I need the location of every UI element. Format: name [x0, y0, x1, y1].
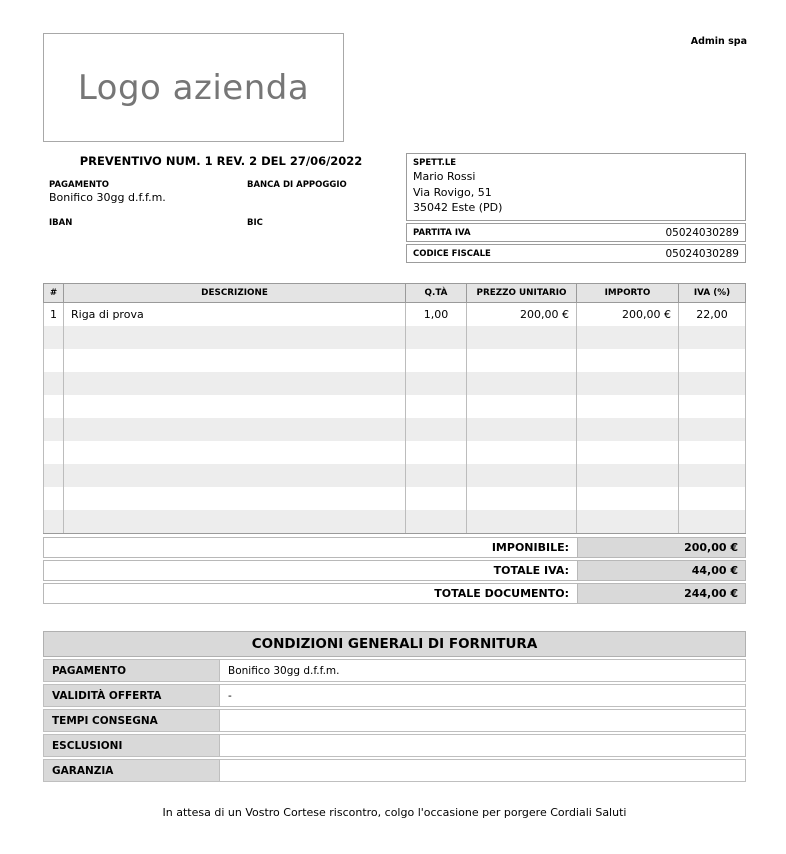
field-banca-label: BANCA DI APPOGGIO [247, 180, 347, 190]
conditions-title: CONDIZIONI GENERALI DI FORNITURA [43, 631, 746, 657]
empty-cell [43, 487, 64, 510]
condition-garanzia-value [220, 760, 745, 781]
empty-cell [577, 464, 679, 487]
empty-cell [43, 510, 64, 533]
empty-cell [679, 510, 746, 533]
item-importo: 200,00 € [577, 303, 679, 326]
company-logo [43, 33, 344, 142]
recipient-name: Mario Rossi [413, 170, 476, 183]
empty-cell [679, 372, 746, 395]
empty-cell [43, 395, 64, 418]
empty-cell [679, 487, 746, 510]
condition-esclusioni-value [220, 735, 745, 756]
recipient-label: SPETT.LE [413, 158, 457, 168]
field-bic-label: BIC [247, 218, 263, 228]
empty-cell [64, 464, 406, 487]
item-qta: 1,00 [406, 303, 467, 326]
condition-validita-value: - [220, 685, 745, 706]
header-info [43, 153, 746, 263]
empty-cell [406, 395, 467, 418]
empty-cell [43, 441, 64, 464]
empty-cell [679, 349, 746, 372]
column-header-num: # [43, 284, 64, 302]
condition-tempi-consegna-label: TEMPI CONSEGNA [44, 710, 220, 731]
item-iva: 22,00 [679, 303, 746, 326]
items-table-empty-row [43, 372, 746, 395]
empty-cell [467, 372, 577, 395]
item-num: 1 [43, 303, 64, 326]
field-iban [49, 218, 247, 244]
empty-cell [467, 487, 577, 510]
empty-cell [577, 372, 679, 395]
empty-cell [406, 326, 467, 349]
total-documento-value: 244,00 € [577, 584, 745, 603]
condition-garanzia-label: GARANZIA [44, 760, 220, 781]
total-iva-value: 44,00 € [577, 561, 745, 580]
recipient-address-line1: Via Rovigo, 51 [413, 185, 492, 199]
field-iban-label: IBAN [49, 218, 73, 228]
recipient-box [406, 153, 746, 221]
empty-cell [577, 441, 679, 464]
item-descrizione: Riga di prova [64, 303, 406, 326]
empty-cell [467, 441, 577, 464]
condition-row-validita [43, 684, 746, 707]
column-header-importo: IMPORTO [577, 284, 679, 302]
document-title: PREVENTIVO NUM. 1 REV. 2 DEL 27/06/2022 [79, 154, 363, 168]
items-table-empty-rows [43, 326, 746, 533]
total-imponibile-label: IMPONIBILE: [44, 538, 577, 557]
items-table-empty-row [43, 326, 746, 349]
empty-cell [577, 326, 679, 349]
recipient-panel [406, 153, 746, 263]
column-header-qta: Q.TÀ [406, 284, 467, 302]
company-name: Admin spa [690, 36, 747, 47]
empty-cell [64, 418, 406, 441]
partita-iva-label: PARTITA IVA [413, 227, 471, 238]
item-row [43, 303, 746, 326]
empty-cell [467, 510, 577, 533]
condition-row-tempi-consegna [43, 709, 746, 732]
empty-cell [64, 326, 406, 349]
column-header-descrizione: DESCRIZIONE [64, 284, 406, 302]
payment-fields [43, 180, 399, 244]
empty-cell [406, 349, 467, 372]
empty-cell [43, 418, 64, 441]
empty-cell [406, 372, 467, 395]
empty-cell [577, 395, 679, 418]
empty-cell [467, 464, 577, 487]
empty-cell [577, 349, 679, 372]
field-pagamento-value: Bonifico 30gg d.f.f.m. [49, 191, 166, 204]
empty-cell [467, 418, 577, 441]
codice-fiscale-label: CODICE FISCALE [413, 248, 491, 259]
partita-iva-row [406, 223, 746, 242]
field-banca [247, 180, 399, 206]
items-table-empty-row [43, 395, 746, 418]
empty-cell [43, 349, 64, 372]
condition-pagamento-label: PAGAMENTO [44, 660, 220, 681]
empty-cell [64, 395, 406, 418]
main-column [43, 283, 746, 819]
condition-validita-label: VALIDITÀ OFFERTA [44, 685, 220, 706]
partita-iva-value: 05024030289 [665, 226, 739, 239]
empty-cell [467, 349, 577, 372]
empty-cell [406, 510, 467, 533]
condition-row-pagamento [43, 659, 746, 682]
condition-esclusioni-label: ESCLUSIONI [44, 735, 220, 756]
empty-cell [64, 372, 406, 395]
empty-cell [406, 487, 467, 510]
empty-cell [43, 372, 64, 395]
empty-cell [467, 326, 577, 349]
total-iva-row [43, 560, 746, 581]
empty-cell [64, 510, 406, 533]
column-header-prezzo-unitario: PREZZO UNITARIO [467, 284, 577, 302]
field-bic [247, 218, 399, 244]
codice-fiscale-value: 05024030289 [665, 247, 739, 260]
condition-row-esclusioni [43, 734, 746, 757]
items-table-empty-row [43, 464, 746, 487]
empty-cell [577, 510, 679, 533]
empty-cell [679, 395, 746, 418]
field-banca-value [247, 191, 399, 206]
total-documento-label: TOTALE DOCUMENTO: [44, 584, 577, 603]
footer-note: In attesa di un Vostro Cortese riscontro, colgo l'occasione per porgere Cordiali Saluti [162, 806, 627, 819]
field-pagamento [49, 180, 247, 206]
total-documento-row [43, 583, 746, 604]
items-table-empty-row [43, 418, 746, 441]
empty-cell [43, 326, 64, 349]
empty-cell [679, 464, 746, 487]
condition-tempi-consegna-value [220, 710, 745, 731]
empty-cell [577, 487, 679, 510]
conditions-section [43, 631, 746, 782]
company-logo-text: Logo azienda [77, 67, 310, 108]
empty-cell [64, 487, 406, 510]
document-meta [43, 153, 399, 263]
items-table-empty-row [43, 510, 746, 533]
total-imponibile-row [43, 537, 746, 558]
empty-cell [64, 349, 406, 372]
items-table-empty-row [43, 487, 746, 510]
codice-fiscale-row [406, 244, 746, 263]
empty-cell [467, 395, 577, 418]
column-header-iva: IVA (%) [679, 284, 746, 302]
field-pagamento-label: PAGAMENTO [49, 180, 109, 190]
condition-row-garanzia [43, 759, 746, 782]
empty-cell [406, 464, 467, 487]
empty-cell [406, 441, 467, 464]
empty-cell [406, 418, 467, 441]
item-prezzo-unitario: 200,00 € [467, 303, 577, 326]
empty-cell [679, 326, 746, 349]
empty-cell [43, 464, 64, 487]
items-table-empty-row [43, 441, 746, 464]
field-iban-value [49, 229, 247, 244]
total-imponibile-value: 200,00 € [577, 538, 745, 557]
total-iva-label: TOTALE IVA: [44, 561, 577, 580]
items-table-empty-row [43, 349, 746, 372]
items-table-header-row [43, 283, 746, 303]
recipient-address-line2: 35042 Este (PD) [413, 201, 503, 214]
condition-pagamento-value: Bonifico 30gg d.f.f.m. [220, 660, 745, 681]
empty-cell [679, 441, 746, 464]
empty-cell [577, 418, 679, 441]
field-bic-value [247, 229, 399, 244]
items-table [43, 283, 746, 534]
empty-cell [679, 418, 746, 441]
empty-cell [64, 441, 406, 464]
